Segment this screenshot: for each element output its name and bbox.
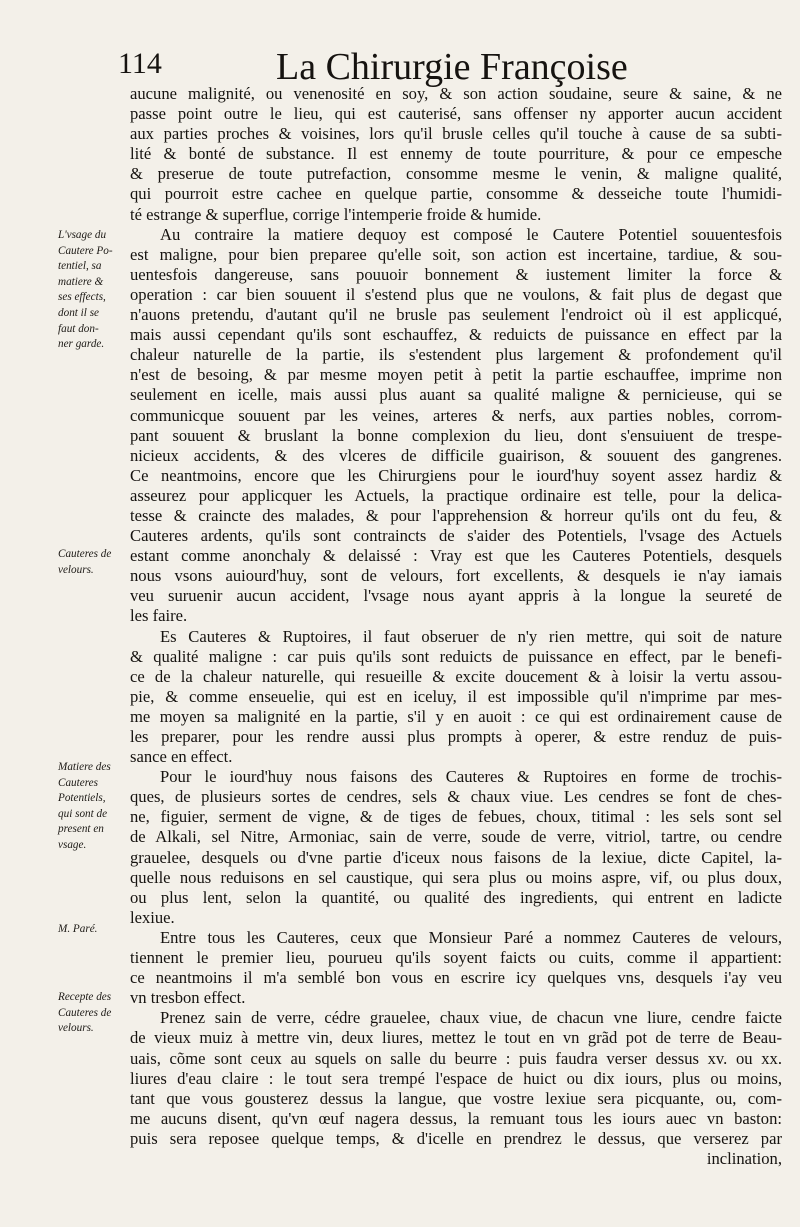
text-line: qui pourroit estre cachee en quelque partie, consomme & desseiche toute l'humidi- <box>130 184 782 204</box>
margin-note-line: M. Paré. <box>58 923 98 935</box>
text-line: Au contraire la matiere dequoy est composé le Cautere Potentiel souuentesfois <box>160 224 782 244</box>
text-line: Ce neantmoins, encore que les Chirurgiens pour le iourd'huy soyent assez hardiz & <box>130 465 782 485</box>
margin-note-m-pare <box>58 922 130 938</box>
text-line: Prenez sain de verre, cédre grauelee, chaux viue, de chacun vne liure, cendre faicte <box>160 1008 782 1028</box>
margin-note-usage-potential-cautery <box>58 228 130 353</box>
margin-note-line: dont il se <box>58 306 100 319</box>
text-line: mais aussi cependant qu'ils sont eschauffez, & reduicts de puissance en effect par la <box>130 325 782 345</box>
text-line: ce de la chaleur naturelle, qui resueille & excite doucement & à loisir la vertu assou- <box>130 666 782 686</box>
margin-note-line: velours. <box>58 1022 94 1035</box>
text-line: sance en effect. <box>130 747 233 767</box>
text-line: tant que vous gousterez dessus la langue, que vostre lexiue sera picquante, ou, com- <box>130 1088 782 1108</box>
text-line: & preserue de toute putrefaction, consomme mesme le venin, & maligne qualité, <box>130 164 782 184</box>
paragraph <box>130 627 782 768</box>
text-line: ne, figuier, serment de vigne, & de tiges de febues, choux, titimal : les sels sont sel <box>130 807 782 827</box>
text-line: Entre tous les Cauteres, ceux que Monsieur Paré a nommez Cauteres de velours, <box>160 927 782 947</box>
margin-note-velvet-recipe <box>58 990 130 1037</box>
text-line: les preparer, pour les rendre aussi plus prompts à operer, & estre renduz de puis- <box>130 727 782 746</box>
paragraph <box>130 928 782 1008</box>
text-line: aucune malignité, ou venenosité en soy, & son action soudaine, seure & saine, & ne <box>130 84 782 103</box>
page-number: 114 <box>118 47 162 80</box>
margin-note-line: L'vsage du <box>58 229 107 241</box>
margin-note-line: Cautere Po- <box>58 244 113 257</box>
text-line: té estrange & superflue, corrige l'intemperie froide & humide. <box>130 204 542 224</box>
text-line: nous vsons auiourd'huy, sont de velours, fort excellents, & desquels ie n'ay iamais <box>130 566 782 586</box>
text-line: Cauteres ardents, qu'ils sont contraincts de s'aider des Potentiels, l'vsage des Actuels <box>130 526 782 546</box>
paragraph <box>130 466 782 627</box>
text-line: & qualité maligne : car puis qu'ils sont reduicts de puissance en effect, par le benefi- <box>130 646 782 666</box>
text-line: Es Cauteres & Ruptoires, il faut obseruer de n'y rien mettre, qui soit de nature <box>160 626 782 646</box>
text-line: uais, cõme sont ceux au squels on salle du beurre : puis faudra verser dessus xv. ou xx. <box>130 1048 782 1068</box>
margin-note-line: qui sont de <box>58 807 108 820</box>
catchword: inclination, <box>706 1148 782 1168</box>
margin-note-line: tentiel, sa <box>58 260 102 273</box>
text-line: est maligne, pour bien preparee qu'elle soit, son action est incertaine, tardiue, & sou- <box>130 244 782 264</box>
text-line: vn tresbon effect. <box>130 988 246 1008</box>
text-line: pant souuent & bruslant la bonne complexion du lieu, dont s'ensuiuent de trespe- <box>130 425 782 445</box>
paragraph <box>130 1008 782 1149</box>
text-line: seulement en icelle, mais aussi plus auant sa qualité maligne & pernicieuse, qui se <box>130 385 782 405</box>
text-line: operation : car bien souuent il s'estend plus que ne voulons, & fait plus de degast que <box>130 284 782 304</box>
text-line: me moyen sa malignité en la partie, s'il y en auoit : ce qui est ordinairement cause de <box>130 706 782 726</box>
margin-note-line: Cauteres de <box>58 1006 112 1019</box>
text-line: Pour le iourd'huy nous faisons des Cauteres & Ruptoires en forme de trochis- <box>160 767 782 787</box>
text-line: les faire. <box>130 606 188 626</box>
margin-note-line: Cauteres de <box>58 548 112 560</box>
text-line: de Alkali, sel Nitre, Armoniac, sain de verre, soude de verre, vitriol, tartre, ou cendre <box>130 827 782 847</box>
margin-note-line: Matiere des <box>58 761 111 773</box>
text-line: tesse & craincte des malades, & pour l'apprehension & horreur qu'ils ont du feu, & <box>130 505 782 525</box>
text-line: pie, & comme enseuelie, qui est en iceluy, il est impossible qu'il n'imprime par mes- <box>130 686 782 706</box>
paragraph <box>130 225 782 466</box>
text-line: ce neantmoins il m'a semblé bon vous en escrire icy quelques vns, desquels i'ay veu <box>130 968 782 988</box>
margin-note-velvet-cauteries <box>58 547 130 578</box>
running-title: La Chirurgie Françoise <box>276 46 628 88</box>
margin-note-line: matiere & <box>58 275 104 288</box>
margin-note-potential-materials <box>58 760 130 854</box>
text-line: chaleur naturelle de la partie, ils s'estendent plus largement & profondement qu'il <box>130 345 782 365</box>
text-line: nicieux accidents, & des vlceres de difficile guairison, & souuent des gangrenes. <box>130 445 782 465</box>
margin-note-line: present en <box>58 823 104 836</box>
main-text <box>130 84 782 1169</box>
text-line: uentesfois dangereuse, sans pouuoir bonnement & iustement limiter la force & <box>130 264 782 284</box>
text-line: tiennent le premier lieu, pourueu qu'ils soyent faicts ou cuits, comme il appartient: <box>130 948 782 968</box>
text-line: liures d'eau claire : le tout sera trempé l'espace de huict ou dix iours, plus ou moins, <box>130 1068 782 1088</box>
text-line: veu suruenir aucun accident, l'vsage nous ayant appris à la longue la seureté de <box>130 586 782 606</box>
margin-note-line: velours. <box>58 563 94 576</box>
text-line: aux parties proches & voisines, lors qu'il brusle celles qu'il touche à cause de sa subti- <box>130 124 782 144</box>
text-line: lité & bonté de substance. Il est ennemy de toute pourriture, & pour ce empesche <box>130 144 782 164</box>
text-line: passe point outre le lieu, qui est cauterisé, sans offenser ny apporter aucun accident <box>130 104 782 124</box>
margin-note-line: Recepte des <box>58 991 112 1003</box>
text-line: me aucuns disent, qu'vn œuf nagera dessus, la remuant tous les iours auec vn baston: <box>130 1108 782 1128</box>
text-line: lexiue. <box>130 907 175 927</box>
text-line: n'est de besoing, & par mesme moyen petit à petit la partie eschauffee, imprime non <box>130 365 782 385</box>
margin-note-line: ner garde. <box>58 338 105 351</box>
text-line: grauelee, desquels ou d'vne partie d'iceux nous faisons de la lexiue, dicte Capitel, la- <box>130 847 782 867</box>
paragraph <box>130 84 782 225</box>
text-line: communicque souuent par les veines, arteres & nerfs, aux parties nobles, corrom- <box>130 405 782 425</box>
margin-note-line: ses effects, <box>58 291 106 304</box>
text-line: ques, de plusieurs sortes de cendres, sels & chaux viue. Les cendres se font de ches- <box>130 787 782 807</box>
text-line: asseurez pour applicquer les Actuels, la practique ordinaire est telle, pour la delica- <box>130 485 782 505</box>
text-line: de vieux muiz à mettre vin, deux liures, mettez le tout en vn grãd pot de terre de Beau- <box>130 1028 782 1048</box>
margin-note-line: vsage. <box>58 838 87 851</box>
text-line: ou plus lent, selon la quantité, ou qualité des ingredients, qui entrent en ladicte <box>130 887 782 907</box>
margin-note-line: Potentiels, <box>58 792 106 805</box>
margin-note-line: Cauteres <box>58 776 98 789</box>
text-line: puis sera reposee quelque temps, & d'icelle en prendrez le dessus, que verserez par <box>130 1128 782 1148</box>
text-line: n'auons pretendu, d'autant qu'il ne brusle pas seulement l'endroict où il est applicqué, <box>130 305 782 325</box>
text-line: quelle nous reduisons en sel caustique, qui sera plus ou moins aspre, vif, ou plus doux, <box>130 867 782 887</box>
paragraph <box>130 767 782 928</box>
text-line: estant comme anonchaly & delaissé : Vray est que les Cauteres Potentiels, desquels <box>130 546 782 566</box>
margin-note-line: faut don- <box>58 322 99 335</box>
